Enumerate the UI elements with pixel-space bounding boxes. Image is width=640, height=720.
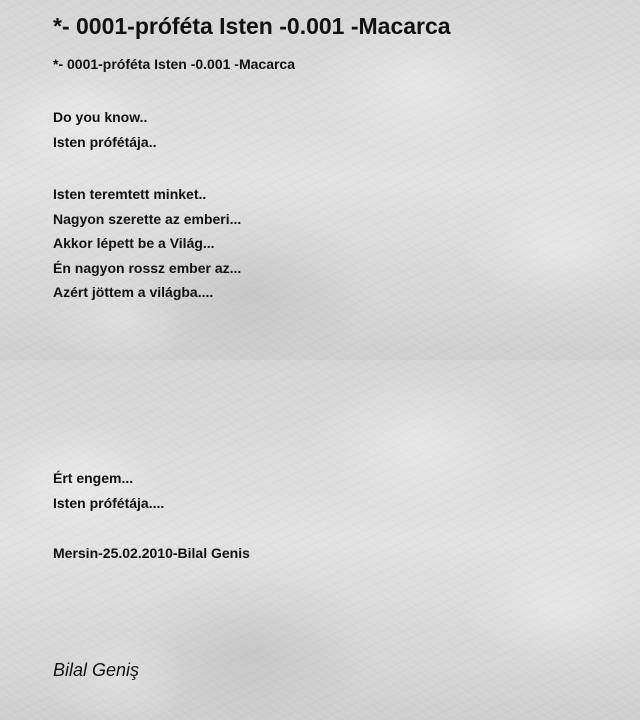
poem-subtitle: *- 0001-próféta Isten -0.001 -Macarca bbox=[53, 56, 295, 72]
poem-line: Azért jöttem a világba.... bbox=[53, 284, 214, 300]
poem-line: Ért engem... bbox=[53, 470, 134, 486]
stanza-3 bbox=[53, 466, 164, 515]
poem-line: Nagyon szerette az emberi... bbox=[53, 210, 242, 227]
poem-dateline: Mersin-25.02.2010-Bilal Genis bbox=[53, 545, 250, 561]
stanza-2 bbox=[53, 182, 241, 305]
poem-line: Akkor lépett be a Világ... bbox=[53, 235, 215, 251]
poem-line: Do you know.. bbox=[53, 109, 148, 125]
stanza-4 bbox=[53, 541, 250, 566]
poem-title: *- 0001-próféta Isten -0.001 -Macarca bbox=[53, 13, 451, 39]
author-signature: Bilal Geniş bbox=[53, 660, 140, 680]
poem-line: Isten teremtett minket.. bbox=[53, 186, 207, 202]
poem-line: Isten prófétája.... bbox=[53, 494, 165, 511]
stanza-1 bbox=[53, 105, 156, 154]
poem-line: Én nagyon rossz ember az... bbox=[53, 259, 242, 276]
poem-line: Isten prófétája.. bbox=[53, 133, 157, 150]
